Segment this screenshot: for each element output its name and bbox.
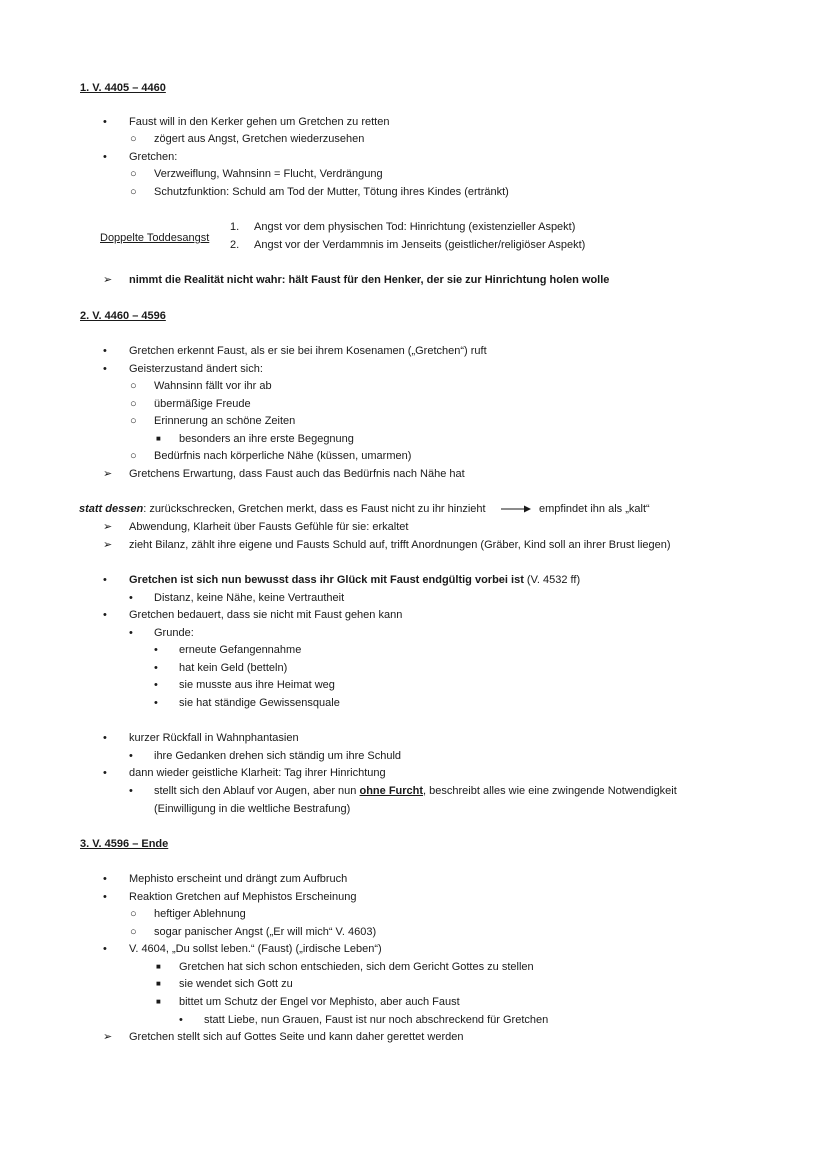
bullet-icon: • xyxy=(103,574,107,586)
number-label: 1. xyxy=(230,221,240,233)
arrow-bullet-icon: ➢ xyxy=(103,521,113,533)
list-item: statt Liebe, nun Grauen, Faust ist nur noch abschreckend für Gretchen xyxy=(204,1014,549,1026)
statt-dessen-result: empfindet ihn als „kalt“ xyxy=(539,503,650,515)
circle-bullet-icon: ○ xyxy=(130,450,137,462)
bullet-icon: • xyxy=(103,943,107,955)
circle-bullet-icon: ○ xyxy=(130,926,137,938)
text-span: , beschreibt alles wie eine zwingende Notwendigkeit xyxy=(423,785,677,797)
list-item: sie wendet sich Gott zu xyxy=(179,978,293,990)
emphasis-text: Gretchen ist sich nun bewusst dass ihr Glück mit Faust endgültig vorbei ist xyxy=(129,574,524,586)
list-item: Angst vor der Verdammnis im Jenseits (geistlicher/religiöser Aspekt) xyxy=(254,239,586,251)
list-item: zieht Bilanz, zählt ihre eigene und Fausts Schuld auf, trifft Anordnungen (Gräber, Kind soll an ihrer Brust liegen) xyxy=(129,539,671,551)
doppelte-todesangst-label: Doppelte Toddesangst xyxy=(100,232,210,244)
section-2-heading: 2. V. 4460 – 4596 xyxy=(80,310,166,322)
list-item xyxy=(154,784,677,798)
bullet-icon: • xyxy=(103,609,107,621)
list-item-continuation: (Einwilligung in die weltliche Bestrafung) xyxy=(154,803,351,815)
list-item xyxy=(129,573,580,587)
arrow-bullet-icon: ➢ xyxy=(103,274,113,286)
number-label: 2. xyxy=(230,239,240,251)
conclusion: Gretchen stellt sich auf Gottes Seite und kann daher gerettet werden xyxy=(129,1031,464,1043)
bullet-icon: • xyxy=(103,891,107,903)
list-item: sogar panischer Angst („Er will mich“ V. 4603) xyxy=(154,926,377,938)
list-item: besonders an ihre erste Begegnung xyxy=(179,433,354,445)
list-item: ihre Gedanken drehen sich ständig um ihre Schuld xyxy=(154,750,402,762)
bullet-icon: • xyxy=(103,151,107,163)
square-bullet-icon: ■ xyxy=(156,962,161,971)
arrow-bullet-icon: ➢ xyxy=(103,539,113,551)
square-bullet-icon: ■ xyxy=(156,997,161,1006)
list-item: Mephisto erscheint und drängt zum Aufbruch xyxy=(129,873,348,885)
right-arrow-icon xyxy=(500,504,532,514)
bullet-icon: • xyxy=(103,732,107,744)
list-item: Grunde: xyxy=(154,627,194,639)
bullet-icon: • xyxy=(129,627,133,639)
bullet-icon: • xyxy=(154,662,158,674)
list-item: Bedürfnis nach körperliche Nähe (küssen, umarmen) xyxy=(154,450,412,462)
circle-bullet-icon: ○ xyxy=(130,415,137,427)
list-item: Geisterzustand ändert sich: xyxy=(129,363,263,375)
circle-bullet-icon: ○ xyxy=(130,168,137,180)
list-item: Reaktion Gretchen auf Mephistos Erscheinung xyxy=(129,891,357,903)
section-3-heading: 3. V. 4596 – Ende xyxy=(80,838,169,850)
bullet-icon: • xyxy=(103,345,107,357)
list-item: Erinnerung an schöne Zeiten xyxy=(154,415,296,427)
bullet-icon: • xyxy=(154,644,158,656)
bullet-icon: • xyxy=(129,785,133,797)
list-item: kurzer Rückfall in Wahnphantasien xyxy=(129,732,299,744)
statt-dessen-label: statt dessen xyxy=(79,503,144,515)
circle-bullet-icon: ○ xyxy=(130,133,137,145)
list-item: Gretchen: xyxy=(129,151,178,163)
list-item: übermäßige Freude xyxy=(154,398,251,410)
list-item: Angst vor dem physischen Tod: Hinrichtung (existenzieller Aspekt) xyxy=(254,221,576,233)
statt-dessen-text: : zurückschrecken, Gretchen merkt, dass es Faust nicht zu ihr hinzieht xyxy=(143,503,486,515)
list-item: Gretchens Erwartung, dass Faust auch das Bedürfnis nach Nähe hat xyxy=(129,468,465,480)
arrow-bullet-icon: ➢ xyxy=(103,468,113,480)
bullet-icon: • xyxy=(154,679,158,691)
bullet-icon: • xyxy=(179,1014,183,1026)
bullet-icon: • xyxy=(103,767,107,779)
list-item: Gretchen hat sich schon entschieden, sich dem Gericht Gottes zu stellen xyxy=(179,961,534,973)
list-item: Distanz, keine Nähe, keine Vertrautheit xyxy=(154,592,345,604)
circle-bullet-icon: ○ xyxy=(130,186,137,198)
square-bullet-icon: ■ xyxy=(156,434,161,443)
section-1-heading: 1. V. 4405 – 4460 xyxy=(80,82,166,94)
statt-dessen-line xyxy=(79,502,486,516)
emphasis-text: ohne Furcht xyxy=(359,785,424,797)
list-item: Schutzfunktion: Schuld am Tod der Mutter, Tötung ihres Kindes (ertränkt) xyxy=(154,186,509,198)
list-item: erneute Gefangennahme xyxy=(179,644,302,656)
list-item: sie hat ständige Gewissensquale xyxy=(179,697,340,709)
conclusion: nimmt die Realität nicht wahr: hält Faust für den Henker, der sie zur Hinrichtung holen wolle xyxy=(129,274,610,286)
bullet-icon: • xyxy=(129,750,133,762)
circle-bullet-icon: ○ xyxy=(130,380,137,392)
bullet-icon: • xyxy=(103,116,107,128)
list-item: V. 4604, „Du sollst leben.“ (Faust) („irdische Leben“) xyxy=(129,943,382,955)
list-item: hat kein Geld (betteln) xyxy=(179,662,288,674)
list-item: Wahnsinn fällt vor ihr ab xyxy=(154,380,272,392)
square-bullet-icon: ■ xyxy=(156,979,161,988)
verse-reference: (V. 4532 ff) xyxy=(523,574,581,586)
bullet-icon: • xyxy=(154,697,158,709)
bullet-icon: • xyxy=(103,363,107,375)
list-item: dann wieder geistliche Klarheit: Tag ihrer Hinrichtung xyxy=(129,767,386,779)
bullet-icon: • xyxy=(129,592,133,604)
list-item: Faust will in den Kerker gehen um Gretchen zu retten xyxy=(129,116,390,128)
list-item: heftiger Ablehnung xyxy=(154,908,246,920)
text-span: stellt sich den Ablauf vor Augen, aber nun xyxy=(154,785,360,797)
list-item: Abwendung, Klarheit über Fausts Gefühle für sie: erkaltet xyxy=(129,521,409,533)
list-item: Verzweiflung, Wahnsinn = Flucht, Verdrängung xyxy=(154,168,383,180)
list-item: sie musste aus ihre Heimat weg xyxy=(179,679,335,691)
circle-bullet-icon: ○ xyxy=(130,908,137,920)
list-item: zögert aus Angst, Gretchen wiederzusehen xyxy=(154,133,365,145)
arrow-bullet-icon: ➢ xyxy=(103,1031,113,1043)
list-item: Gretchen erkennt Faust, als er sie bei ihrem Kosenamen („Gretchen“) ruft xyxy=(129,345,487,357)
circle-bullet-icon: ○ xyxy=(130,398,137,410)
bullet-icon: • xyxy=(103,873,107,885)
list-item: Gretchen bedauert, dass sie nicht mit Faust gehen kann xyxy=(129,609,403,621)
list-item: bittet um Schutz der Engel vor Mephisto, aber auch Faust xyxy=(179,996,460,1008)
